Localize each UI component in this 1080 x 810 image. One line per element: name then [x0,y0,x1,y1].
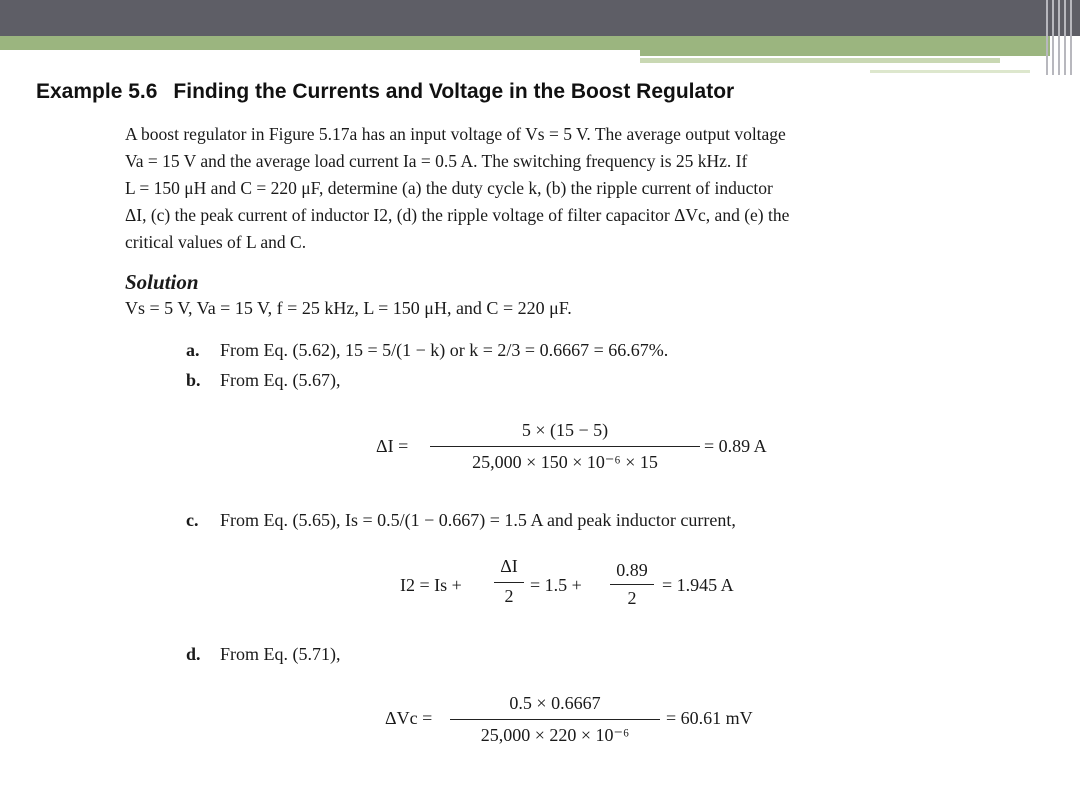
slide-corner-lines [1040,0,1080,75]
eq-d-denominator: 25,000 × 220 × 10⁻⁶ [480,725,630,745]
solution-item-c [186,510,736,531]
item-text: From Eq. (5.71), [220,644,341,664]
example-number: Example 5.6 [36,80,158,103]
problem-statement: A boost regulator in Figure 5.17a has an input voltage of Vs = 5 V. The average output voltage Va = 15 V and the average load current Ia = 0.5 A. The switching frequency is 25 kHz. If L = 150 μH and C = 220 μF, determine (a) the duty cycle k, (b) the ripple current of inductor ΔI, (c) the peak current of inductor I2, (d) the ripple voltage of filter capacitor ΔVc, and (e) the critical values of L and C. [125,124,790,252]
eq-c-frac1-bar [494,582,524,583]
solution-item-a [186,340,668,361]
eq-c-frac1-numerator: ΔI [500,556,518,576]
eq-c-lhs: I2 = Is + [400,575,462,595]
example-title [36,80,734,104]
item-text: From Eq. (5.67), [220,370,341,390]
eq-b-result: = 0.89 A [704,436,767,456]
eq-c-frac2-bar [610,584,654,585]
eq-b-denominator: 25,000 × 150 × 10⁻⁶ × 15 [472,452,658,472]
item-label: d. [186,644,201,664]
eq-d-numerator: 0.5 × 0.6667 [509,693,601,713]
item-label: a. [186,340,200,360]
solution-item-b [186,370,341,391]
item-label: b. [186,370,201,390]
eq-d-lhs: ΔVc = [385,708,433,728]
item-text: From Eq. (5.62), 15 = 5/(1 − k) or k = 2/3 = 0.6667 = 66.67%. [220,340,669,360]
slide-accent-band-right [640,36,1050,56]
slide-accent-line-2 [870,70,1030,73]
slide-accent-band [0,36,640,50]
solution-heading: Solution [125,270,199,294]
example-heading: Finding the Currents and Voltage in the Boost Regulator [173,80,735,103]
eq-b-numerator: 5 × (15 − 5) [521,420,609,440]
slide-top-bar [0,0,1080,36]
eq-c-frac2-numerator: 0.89 [616,560,648,580]
eq-c-result: = 1.945 A [662,575,734,595]
solution-item-d [186,644,341,665]
slide-accent-line [640,58,1000,63]
eq-d-fraction-bar [450,719,660,720]
item-text: From Eq. (5.65), Is = 0.5/(1 − 0.667) = 1.5 A and peak inductor current, [220,510,736,530]
eq-d-result: = 60.61 mV [666,708,753,728]
eq-b-lhs: ΔI = [376,436,409,456]
eq-c-frac1-denominator: 2 [504,586,514,606]
eq-c-middle: = 1.5 + [530,575,582,595]
solution-givens: Vs = 5 V, Va = 15 V, f = 25 kHz, L = 150 μH, and C = 220 μF. [125,298,572,318]
eq-b-fraction-bar [430,446,700,447]
item-label: c. [186,510,199,530]
eq-c-frac2-denominator: 2 [627,588,637,608]
